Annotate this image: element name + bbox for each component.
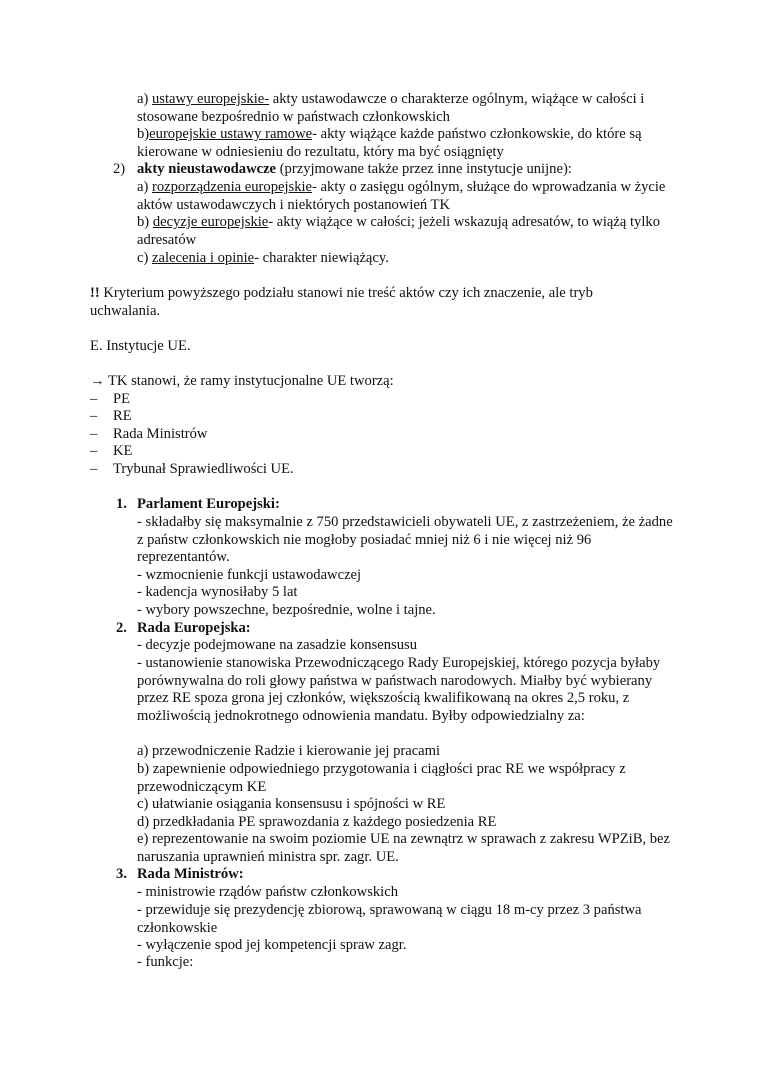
- rada-ministrow-heading: Rada Ministrów:: [137, 866, 244, 882]
- rozporzadzenia-item: a) rozporządzenia europejskie- akty o zasięgu ogólnym, służące do wprowadzania w życie aktów ustawodawczych i niektórych postanowień TK: [137, 179, 666, 213]
- akty-nieustawodawcze-heading: akty nieustawodawcze (przyjmowane także przez inne instytucje unijne):: [137, 161, 572, 177]
- rada-europejska-line: e) reprezentowanie na swoim poziomie UE na zewnątrz w sprawach z zakresu WPZiB, bez naruszania uprawnień ministra spr. zagr. UE.: [137, 831, 670, 865]
- decyzje-item: b) decyzje europejskie- akty wiążące w całości; jeżeli wskazują adresatów, to wiążą tylko adresatów: [137, 214, 660, 248]
- tk-intro: → TK stanowi, że ramy instytucjonalne UE tworzą:: [90, 373, 394, 389]
- rada-europejska-line: - ustanowienie stanowiska Przewodniczącego Rady Europejskiej, którego pozycja byłaby porównywalna do roli głowy państwa w państwach narodowych. Miałby być wybierany przez RE spoza grona jej członków, większością kwalifikowaną na okres 2,5 roku, z możliwością jednokrotnego odnowienia mandatu. Byłby odpowiedzialny za:: [137, 655, 661, 724]
- europejskie-ustawy-ramowe-item: b)europejskie ustawy ramowe- akty wiążące każde państwo członkowskie, do które są kierowane w odniesieniu do rezultatu, który ma być osiągnięty: [137, 126, 642, 160]
- rada-ministrow-line: - funkcje:: [137, 954, 194, 970]
- dash-bullet: –: [90, 391, 98, 407]
- rada-europejska-line: c) ułatwianie osiągania konsensusu i spójności w RE: [137, 796, 446, 812]
- term-rozporzadzenia: rozporządzenia europejskie: [152, 179, 313, 195]
- rada-ministrow-line: - przewiduje się prezydencję zbiorową, sprawowaną w ciągu 18 m-cy przez 3 państwa członkowskie: [137, 902, 642, 936]
- section-number-1: 1.: [116, 496, 127, 512]
- term-ustawy-europejskie: ustawy europejskie-: [152, 91, 270, 107]
- term-ustawy-ramowe: europejskie ustawy ramowe: [149, 126, 313, 142]
- parlament-line: - kadencja wynosiłaby 5 lat: [137, 584, 298, 600]
- ustawy-europejskie-item: a) ustawy europejskie- akty ustawodawcze o charakterze ogólnym, wiążące w całości i stosowane bezpośrednio w państwach członkowskich: [137, 91, 645, 125]
- parlament-line: - wybory powszechne, bezpośrednie, wolne i tajne.: [137, 602, 436, 618]
- dash-bullet: –: [90, 461, 98, 477]
- parlament-line: - składałby się maksymalnie z 750 przedstawicieli obywateli UE, z zastrzeżeniem, że żadne z państw członkowskich nie mogłoby posiadać mniej niż 6 i nie więcej niż 96 reprezentantów.: [137, 514, 673, 566]
- rada-ministrow-line: - ministrowie rządów państw członkowskich: [137, 884, 399, 900]
- dash-bullet: –: [90, 408, 98, 424]
- list-item: PE: [113, 391, 131, 407]
- rada-europejska-line: - decyzje podejmowane na zasadzie konsensusu: [137, 637, 418, 653]
- rada-europejska-line: d) przedkładania PE sprawozdania z każdego posiedzenia RE: [137, 814, 497, 830]
- rada-europejska-line: a) przewodniczenie Radzie i kierowanie jej pracami: [137, 743, 441, 759]
- list-item: RE: [113, 408, 132, 424]
- parlament-heading: Parlament Europejski:: [137, 496, 280, 512]
- term-zalecenia: zalecenia i opinie: [152, 250, 255, 266]
- note-marker: !!: [90, 285, 100, 301]
- note-paragraph: !! Kryterium powyższego podziału stanowi nie treść aktów czy ich znaczenie, ale tryb uchwalania.: [90, 285, 593, 319]
- list-item: Trybunał Sprawiedliwości UE.: [113, 461, 294, 477]
- section-number-2: 2.: [116, 620, 127, 636]
- section-number-3: 3.: [116, 866, 127, 882]
- rada-europejska-line: b) zapewnienie odpowiedniego przygotowania i ciągłości prac RE we współpracy z przewodniczącym KE: [137, 761, 626, 795]
- item-number-2: 2): [113, 161, 126, 177]
- rada-europejska-heading: Rada Europejska:: [137, 620, 251, 636]
- list-item: Rada Ministrów: [113, 426, 208, 442]
- parlament-line: - wzmocnienie funkcji ustawodawczej: [137, 567, 362, 583]
- dash-bullet: –: [90, 426, 98, 442]
- list-item: KE: [113, 443, 133, 459]
- zalecenia-item: c) zalecenia i opinie- charakter niewiążący.: [137, 250, 389, 266]
- rada-ministrow-line: - wyłączenie spod jej kompetencji spraw zagr.: [137, 937, 407, 953]
- section-e-heading: E. Instytucje UE.: [90, 338, 191, 354]
- dash-bullet: –: [90, 443, 98, 459]
- term-decyzje: decyzje europejskie: [152, 214, 269, 230]
